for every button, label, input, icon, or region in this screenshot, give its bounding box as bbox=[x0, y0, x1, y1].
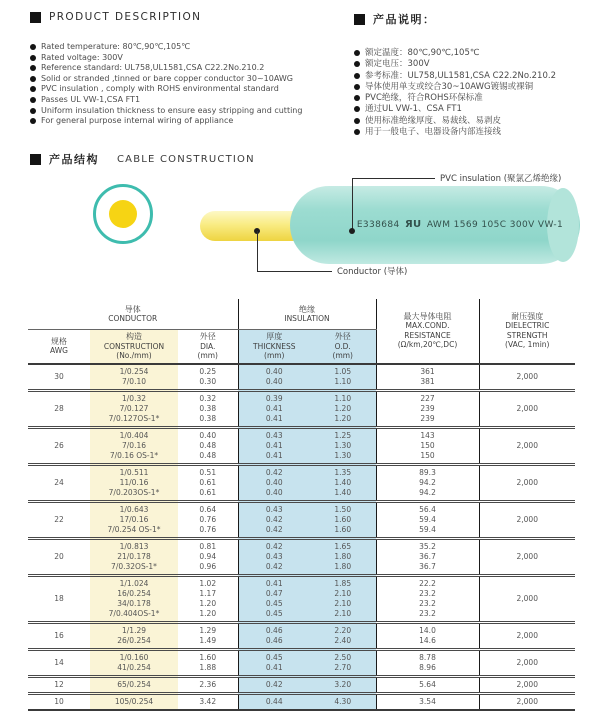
dia-cell: 0.32 0.38 0.38 bbox=[178, 390, 238, 427]
awg-cell: 28 bbox=[54, 403, 64, 413]
construction-cell: 1/0.643 17/0.16 7/0.254 OS-1* bbox=[90, 501, 178, 538]
construction-cell: 1/1.024 16/0.254 34/0.178 7/0.404OS-1* bbox=[90, 575, 178, 622]
construction-cell: 1/0.32 7/0.127 7/0.127OS-1* bbox=[90, 390, 178, 427]
table-row bbox=[28, 575, 575, 622]
resistance-cell: 14.0 14.6 bbox=[376, 622, 479, 649]
bullet-icon bbox=[354, 50, 360, 56]
bullet-icon bbox=[354, 84, 360, 90]
dielectric-cell: 2,000 bbox=[516, 371, 538, 381]
cable-construction-title bbox=[30, 151, 255, 167]
bullet-list-zh bbox=[354, 48, 603, 138]
dielectric-cell: 2,000 bbox=[516, 593, 538, 603]
bullet-text: Rated temperature: 80℃,90℃,105℃ bbox=[41, 42, 191, 51]
bullet-item bbox=[30, 63, 352, 74]
bullet-item bbox=[30, 42, 352, 53]
bullet-item bbox=[30, 116, 352, 127]
dielectric-column-header: 耐压强度 DIELECTRIC STRENGTH (VAC, 1min) bbox=[505, 311, 550, 350]
awg-cell: 10 bbox=[54, 696, 64, 706]
awg-cell: 16 bbox=[54, 630, 64, 640]
bullet-item bbox=[354, 116, 603, 127]
thickness-cell: 0.42 0.43 0.42 bbox=[238, 538, 310, 575]
dielectric-cell: 2,000 bbox=[516, 657, 538, 667]
cable-cross-section-conductor bbox=[109, 200, 137, 228]
awg-cell: 22 bbox=[54, 514, 64, 524]
bullet-icon bbox=[354, 129, 360, 135]
conductor-leader-line bbox=[257, 271, 332, 272]
od-column-header: 外径 O.D. (mm) bbox=[310, 330, 376, 364]
od-cell: 1.50 1.60 1.60 bbox=[310, 501, 376, 538]
section-marker-icon bbox=[30, 154, 41, 165]
section-marker-icon bbox=[354, 14, 365, 25]
dielectric-cell: 2,000 bbox=[516, 440, 538, 450]
conductor-leader-line bbox=[257, 231, 258, 272]
construction-cell: 1/0.254 7/0.10 bbox=[90, 364, 178, 391]
dielectric-cell: 2,000 bbox=[516, 696, 538, 706]
od-cell: 2.20 2.40 bbox=[310, 622, 376, 649]
bullet-item bbox=[354, 48, 603, 59]
bullet-item bbox=[354, 93, 603, 104]
bullet-text: 额定电压：300V bbox=[365, 59, 430, 70]
dielectric-cell: 2,000 bbox=[516, 403, 538, 413]
dia-cell: 0.25 0.30 bbox=[178, 364, 238, 391]
bullet-item bbox=[354, 127, 603, 138]
table-row bbox=[28, 390, 575, 427]
od-cell: 2.50 2.70 bbox=[310, 649, 376, 676]
thickness-cell: 0.44 bbox=[238, 693, 310, 710]
od-cell: 1.35 1.40 1.40 bbox=[310, 464, 376, 501]
bullet-item bbox=[30, 84, 352, 95]
cable-construction-title-en: CABLE CONSTRUCTION bbox=[117, 153, 255, 165]
thickness-cell: 0.39 0.41 0.41 bbox=[238, 390, 310, 427]
resistance-cell: 3.54 bbox=[376, 693, 479, 710]
bullet-text: Reference standard: UL758,UL1581,CSA C22.2No.210.2 bbox=[41, 63, 265, 73]
table-row bbox=[28, 538, 575, 575]
bullet-icon bbox=[354, 118, 360, 124]
table-row bbox=[28, 622, 575, 649]
dia-cell: 3.42 bbox=[178, 693, 238, 710]
product-description-title-zh-text: 产品说明： bbox=[373, 13, 436, 26]
od-cell: 1.25 1.30 1.30 bbox=[310, 427, 376, 464]
bullet-text: 额定温度：80℃,90℃,105℃ bbox=[365, 48, 480, 58]
od-cell: 3.20 bbox=[310, 676, 376, 693]
thickness-cell: 0.42 0.40 0.40 bbox=[238, 464, 310, 501]
resistance-cell: 22.2 23.2 23.2 23.2 bbox=[376, 575, 479, 622]
bullet-icon bbox=[30, 76, 36, 82]
awg-cell: 20 bbox=[54, 551, 64, 561]
bullet-icon bbox=[30, 55, 36, 61]
bullet-text: 用于一般电子、电器设备内部连接线 bbox=[365, 127, 502, 138]
thickness-cell: 0.41 0.47 0.45 0.45 bbox=[238, 575, 310, 622]
bullet-icon bbox=[354, 61, 360, 67]
thickness-cell: 0.45 0.41 bbox=[238, 649, 310, 676]
product-description-section-zh bbox=[354, 11, 603, 138]
awg-cell: 24 bbox=[54, 477, 64, 487]
bullet-list-en bbox=[30, 42, 352, 127]
construction-cell: 1/0.511 11/0.16 7/0.203OS-1* bbox=[90, 464, 178, 501]
insulation-leader-line bbox=[352, 178, 435, 179]
bullet-text: 导体使用单支或绞合30~10AWG镀锡或裸铜 bbox=[365, 81, 534, 92]
construction-cell: 65/0.254 bbox=[90, 676, 178, 693]
bullet-icon bbox=[354, 95, 360, 101]
construction-cell: 1/0.813 21/0.178 7/0.32OS-1* bbox=[90, 538, 178, 575]
thickness-cell: 0.46 0.46 bbox=[238, 622, 310, 649]
bullet-icon bbox=[30, 97, 36, 103]
od-cell: 1.85 2.10 2.10 2.10 bbox=[310, 575, 376, 622]
bullet-item bbox=[30, 95, 352, 106]
resistance-cell: 361 381 bbox=[376, 364, 479, 391]
dia-cell: 1.29 1.49 bbox=[178, 622, 238, 649]
dia-cell: 0.81 0.94 0.96 bbox=[178, 538, 238, 575]
dia-cell: 1.02 1.17 1.20 1.20 bbox=[178, 575, 238, 622]
bullet-icon bbox=[30, 44, 36, 50]
bullet-text: PVC insulation , comply with ROHS environmental standard bbox=[41, 84, 279, 94]
bullet-icon bbox=[354, 106, 360, 112]
product-description-title-text: PRODUCT DESCRIPTION bbox=[49, 11, 202, 23]
resistance-cell: 89.3 94.2 94.2 bbox=[376, 464, 479, 501]
construction-cell: 1/0.404 7/0.16 7/0.16 OS-1* bbox=[90, 427, 178, 464]
resistance-cell: 35.2 36.7 36.7 bbox=[376, 538, 479, 575]
od-cell: 1.05 1.10 bbox=[310, 364, 376, 391]
cable-cert-number: E338684 bbox=[356, 220, 400, 230]
insulation-leader-dot bbox=[349, 228, 355, 234]
spec-table-section bbox=[28, 299, 575, 711]
thickness-cell: 0.43 0.42 0.42 bbox=[238, 501, 310, 538]
resistance-cell: 8.78 8.96 bbox=[376, 649, 479, 676]
bullet-icon bbox=[354, 73, 360, 79]
awg-column-header: 规格 AWG bbox=[50, 336, 68, 356]
construction-column-header: 构造 CONSTRUCTION (No./mm) bbox=[90, 330, 178, 364]
bullet-text: Rated voltage: 300V bbox=[41, 52, 123, 62]
table-row bbox=[28, 501, 575, 538]
resistance-cell: 227 239 239 bbox=[376, 390, 479, 427]
product-description-section bbox=[30, 11, 352, 127]
awg-cell: 12 bbox=[54, 679, 64, 689]
resistance-cell: 143 150 150 bbox=[376, 427, 479, 464]
insulation-label: PVC insulation (聚氯乙烯绝缘) bbox=[440, 174, 562, 184]
insulation-group-header: 绝缘 INSULATION bbox=[238, 299, 376, 330]
resistance-cell: 5.64 bbox=[376, 676, 479, 693]
spec-table-body bbox=[28, 364, 575, 710]
conductor-label: Conductor (导体) bbox=[337, 267, 408, 277]
table-row bbox=[28, 464, 575, 501]
table-row bbox=[28, 364, 575, 391]
dielectric-cell: 2,000 bbox=[516, 514, 538, 524]
awg-cell: 14 bbox=[54, 657, 64, 667]
bullet-text: Solid or stranded ,tinned or bare copper conductor 30~10AWG bbox=[41, 73, 294, 83]
bullet-item bbox=[354, 59, 603, 70]
table-row bbox=[28, 427, 575, 464]
section-marker-icon bbox=[30, 12, 41, 23]
bullet-icon bbox=[30, 86, 36, 92]
dia-cell: 0.40 0.48 0.48 bbox=[178, 427, 238, 464]
conductor-group-header: 导体 CONDUCTOR bbox=[28, 299, 238, 330]
dielectric-cell: 2,000 bbox=[516, 551, 538, 561]
bullet-item bbox=[30, 53, 352, 64]
dia-cell: 2.36 bbox=[178, 676, 238, 693]
dielectric-cell: 2,000 bbox=[516, 630, 538, 640]
dia-column-header: 外径 DIA. (mm) bbox=[178, 330, 238, 364]
bullet-item bbox=[354, 104, 603, 115]
ul-recognized-mark-icon: ЯU bbox=[404, 219, 422, 230]
bullet-text: 通过UL VW-1、CSA FT1 bbox=[365, 104, 462, 115]
bullet-text: For general purpose internal wiring of appliance bbox=[41, 116, 234, 126]
bullet-item bbox=[30, 74, 352, 85]
awg-cell: 30 bbox=[54, 371, 64, 381]
thickness-column-header: 厚度 THICKNESS (mm) bbox=[238, 330, 310, 364]
resistance-column-header: 最大导体电阻 MAX.COND. RESISTANCE (Ω/km,20℃,DC) bbox=[376, 299, 479, 364]
table-row bbox=[28, 693, 575, 710]
dia-cell: 1.60 1.88 bbox=[178, 649, 238, 676]
bullet-item bbox=[354, 71, 603, 82]
resistance-cell: 56.4 59.4 59.4 bbox=[376, 501, 479, 538]
spec-table-header bbox=[28, 299, 575, 364]
construction-cell: 1/0.160 41/0.254 bbox=[90, 649, 178, 676]
dielectric-cell: 2,000 bbox=[516, 477, 538, 487]
bullet-text: Passes UL VW-1,CSA FT1 bbox=[41, 94, 141, 104]
dielectric-cell: 2,000 bbox=[516, 679, 538, 689]
dia-cell: 0.64 0.76 0.76 bbox=[178, 501, 238, 538]
awg-cell: 18 bbox=[54, 593, 64, 603]
construction-cell: 1/1.29 26/0.254 bbox=[90, 622, 178, 649]
table-row bbox=[28, 649, 575, 676]
bullet-item bbox=[30, 106, 352, 117]
cable-construction-title-zh: 产品结构 bbox=[49, 153, 99, 166]
bullet-text: Uniform insulation thickness to ensure easy stripping and cutting bbox=[41, 105, 303, 115]
bullet-text: 使用标准绝缘厚度、易裁线、易剥皮 bbox=[365, 115, 502, 126]
thickness-cell: 0.40 0.40 bbox=[238, 364, 310, 391]
bullet-icon bbox=[30, 65, 36, 71]
cable-print-text bbox=[340, 219, 580, 230]
bullet-text: PVC绝缘，符合ROHS环保标准 bbox=[365, 93, 483, 104]
thickness-cell: 0.42 bbox=[238, 676, 310, 693]
construction-cell: 105/0.254 bbox=[90, 693, 178, 710]
bullet-text: 参考标准：UL758,UL1581,CSA C22.2No.210.2 bbox=[365, 70, 556, 81]
bullet-item bbox=[354, 82, 603, 93]
bullet-icon bbox=[30, 108, 36, 114]
thickness-cell: 0.43 0.41 0.41 bbox=[238, 427, 310, 464]
product-description-title-zh bbox=[354, 11, 603, 27]
product-description-title bbox=[30, 11, 352, 23]
cable-spec-text: AWM 1569 105C 300V VW-1 bbox=[426, 220, 564, 230]
od-cell: 4.30 bbox=[310, 693, 376, 710]
spec-table bbox=[28, 299, 575, 711]
dia-cell: 0.51 0.61 0.61 bbox=[178, 464, 238, 501]
od-cell: 1.65 1.80 1.80 bbox=[310, 538, 376, 575]
bullet-icon bbox=[30, 118, 36, 124]
table-row bbox=[28, 676, 575, 693]
insulation-leader-line bbox=[352, 178, 353, 231]
od-cell: 1.10 1.20 1.20 bbox=[310, 390, 376, 427]
awg-cell: 26 bbox=[54, 440, 64, 450]
